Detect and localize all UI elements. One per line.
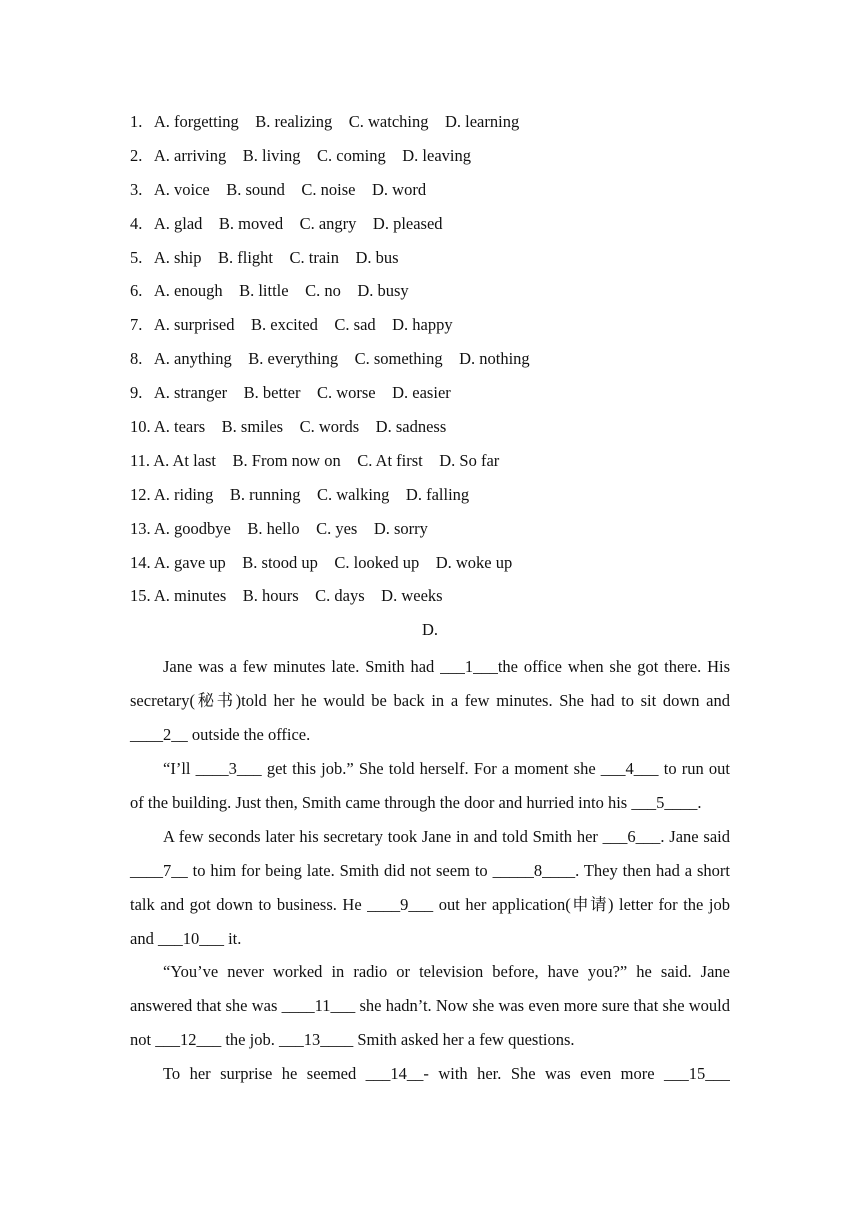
option-line-4: 4. A. glad B. moved C. angry D. pleased: [130, 213, 443, 233]
section-title: D.: [421, 620, 439, 640]
option-line-8: 8. A. anything B. everything C. something D. nothing: [130, 349, 530, 369]
option-line-9: 9. A. stranger B. better C. worse D. easier: [130, 383, 451, 403]
passage-paragraph-2: “I’ll ____3___ get this job.” She told herself. For a moment she ___4___ to run out of the building. Just then, Smith came through the door and hurried into his ___5____.: [130, 758, 730, 812]
passage: [130, 650, 730, 1091]
option-line-12: 12. A. riding B. running C. walking D. falling: [130, 484, 470, 504]
option-line-1: 1. A. forgetting B. realizing C. watching D. learning: [130, 112, 520, 131]
option-line-6: 6. A. enough B. little C. no D. busy: [130, 281, 409, 301]
option-line-7: 7. A. surprised B. excited C. sad D. happy: [130, 315, 453, 335]
passage-paragraph-5: To her surprise he seemed ___14__- with her. She was even more ___15___: [163, 1064, 730, 1084]
option-line-11: 11. A. At last B. From now on C. At first D. So far: [130, 450, 500, 470]
document-page: [130, 108, 730, 1091]
passage-paragraph-3: A few seconds later his secretary took Jane in and told Smith her ___6___. Jane said ____7__ to him for being late. Smith did not seem to _____8____. They then had a short talk and got down to business. He ____9___ out her application(申请) letter for the job and ___10___ it.: [130, 826, 730, 948]
option-line-2: 2. A. arriving B. living C. coming D. leaving: [130, 145, 471, 165]
option-line-5: 5. A. ship B. flight C. train D. bus: [130, 247, 399, 267]
options-list: [130, 108, 730, 616]
passage-paragraph-4: “You’ve never worked in radio or television before, have you?” he said. Jane answered that she was ____11___ she hadn’t. Now she was even more sure that she would not ___12___ the job. ___13____ Smith asked her a few questions.: [130, 962, 730, 1050]
option-line-13: 13. A. goodbye B. hello C. yes D. sorry: [130, 518, 428, 538]
option-line-3: 3. A. voice B. sound C. noise D. word: [130, 179, 427, 199]
option-line-10: 10. A. tears B. smiles C. words D. sadness: [130, 417, 447, 437]
passage-paragraph-1: Jane was a few minutes late. Smith had ___1___the office when she got there. His secretary(秘书)told her he would be back in a few minutes. She had to sit down and ____2__ outside the office.: [130, 657, 730, 745]
option-line-14: 14. A. gave up B. stood up C. looked up D. woke up: [130, 552, 513, 572]
option-line-15: 15. A. minutes B. hours C. days D. weeks: [130, 586, 443, 606]
